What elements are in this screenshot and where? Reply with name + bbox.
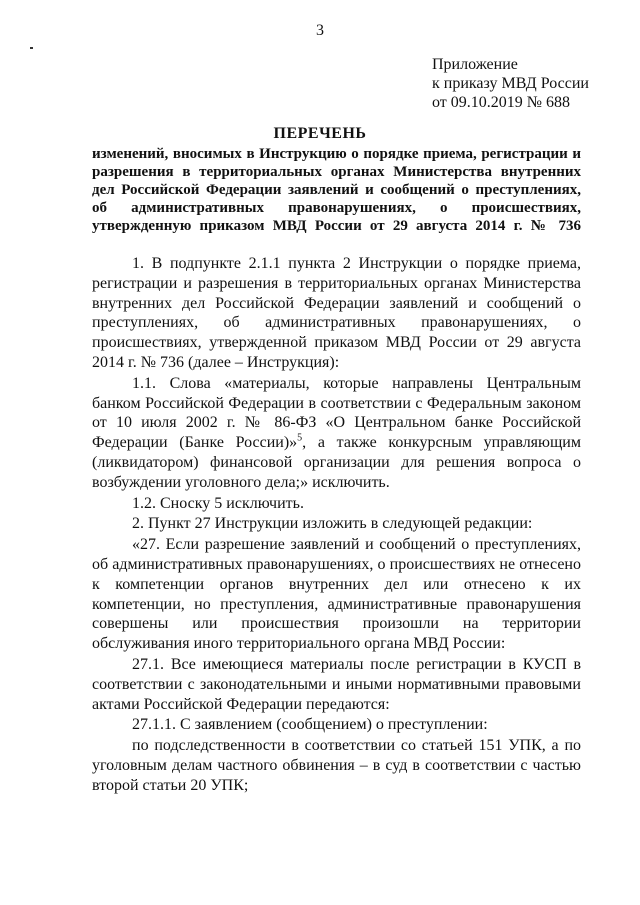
appendix-block [432,55,589,112]
subtitle-line-5: утвержденную приказом МВД России от 29 августа 2014 г. № 736 [92,218,581,234]
paragraph-1: 1. В подпункте 2.1.1 пункта 2 Инструкции о порядке приема, регистрации и разрешения в территориальных органах Министерства внутренних дел Российской Федерации заявлений и сообщений о преступлениях, об административных правонарушениях, о происшествиях, утвержденной приказом МВД России от 29 августа 2014 г. № 736 (далее – Инструкция): [92,255,581,371]
appendix-line-3: от 09.10.2019 № 688 [432,94,571,111]
paragraph-jurisdiction: по подследственности в соответствии со статьей 151 УПК, а по уголовным делам частного обвинения – в суд в соответствии с частью второй статьи 20 УПК; [92,737,581,794]
subtitle-line-2: разрешения в территориальных органах Министерства внутренних [92,164,581,180]
paragraph-27-1-1: 27.1.1. С заявлением (сообщением) о преступлении: [132,716,488,734]
page-number: 3 [316,22,324,39]
paragraph-27: «27. Если разрешение заявлений и сообщений о преступлениях, об административных правонарушениях, о происшествиях не отнесено к компетенции органов внутренних дел или отнесено к их компетенции, но преступления, административные правонарушения совершены или происшествия произошли на территории обслуживания иного территориального органа МВД России: [92,536,581,653]
appendix-line-2: к приказу МВД России [432,75,589,92]
paragraph-1-1-text-a: 1.1. Слова «материалы, которые направлены Центральным банком Российской Федерации в соответствии с Федеральным законом от 10 июля 2002 г. № 86-ФЗ «О Центральном банке Российской Федерации (Банке России)» [92,374,581,452]
document-body [92,254,581,796]
document-subtitle [92,145,581,235]
document-title: ПЕРЕЧЕНЬ [273,125,367,142]
paragraph-1-1 [92,374,581,493]
scan-speck [30,47,33,49]
footnote-marker: 5 [297,432,303,444]
paragraph-1-2: 1.2. Сноску 5 исключить. [132,494,304,512]
subtitle-line-3: дел Российской Федерации заявлений и сообщений о преступлениях, [92,182,581,198]
subtitle-line-4: об административных правонарушениях, о происшествиях, [92,200,581,216]
paragraph-27-1: 27.1. Все имеющиеся материалы после регистрации в КУСП в соответствии с законодательными и иными нормативными правовыми актами Российской Федерации передаются: [92,655,581,713]
paragraph-2: 2. Пункт 27 Инструкции изложить в следующей редакции: [132,515,533,533]
subtitle-line-1: изменений, вносимых в Инструкцию о порядке приема, регистрации и [92,146,581,162]
appendix-line-1: Приложение [432,56,518,73]
paragraph-1-1-text-b: , а также конкурсным управляющим (ликвидатором) финансовой организации для решения вопроса о возбуждении уголовного дела;» исключить. [92,434,581,491]
